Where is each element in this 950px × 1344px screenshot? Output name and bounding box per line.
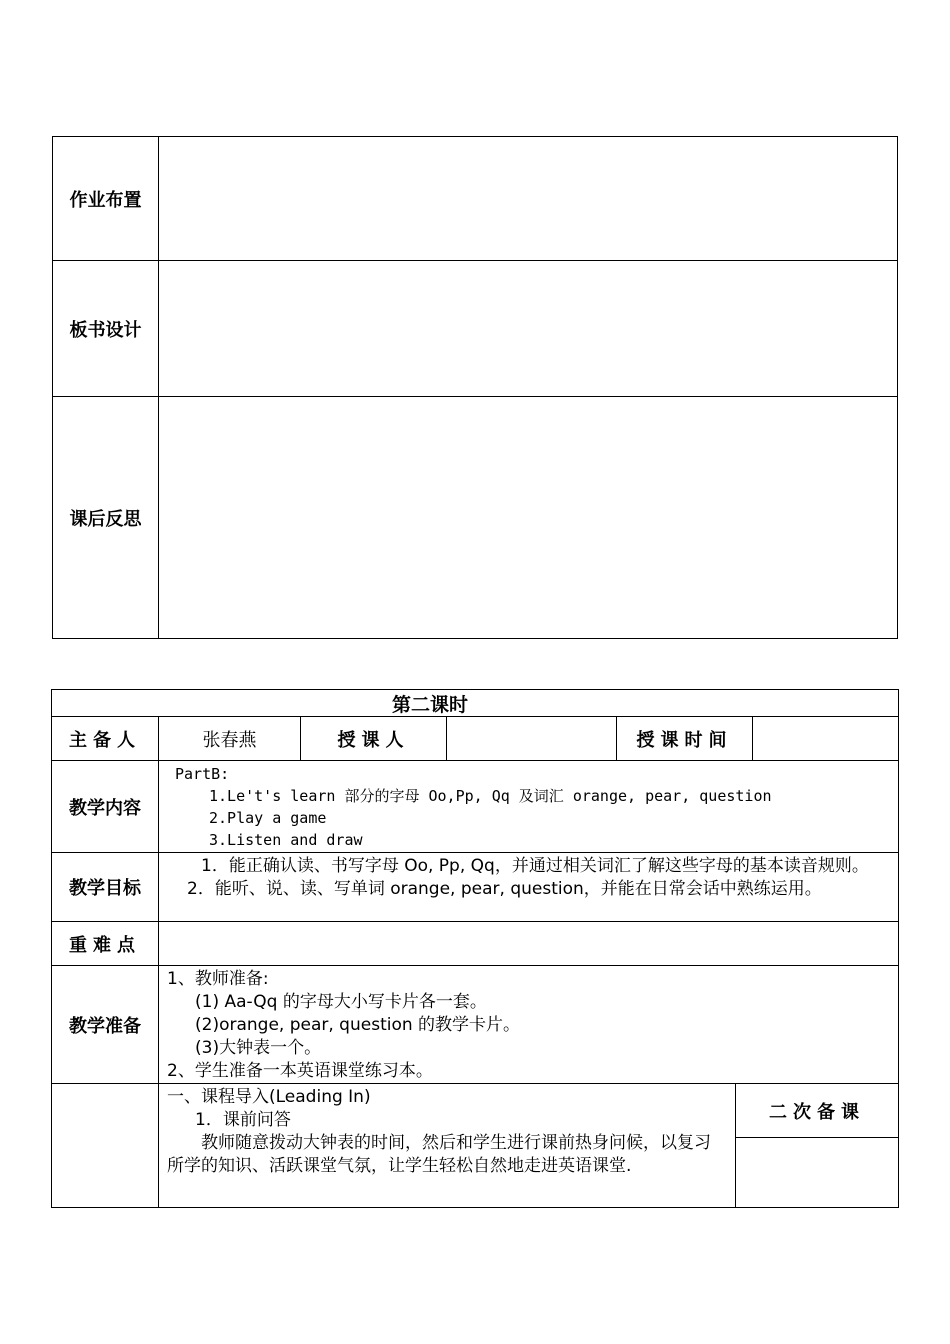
main-preparer-label: 主备人 <box>51 716 159 761</box>
content-line: 3.Listen and draw <box>209 831 363 849</box>
teacher-label: 授课人 <box>300 716 447 761</box>
goals-cell <box>158 852 899 922</box>
prep-cell <box>158 965 899 1084</box>
process-line: 1．课前问答 <box>195 1110 291 1130</box>
process-line: 一、课程导入(Leading In) <box>167 1087 371 1107</box>
main-preparer-value: 张春燕 <box>158 716 301 761</box>
goal-line: 1．能正确认读、书写字母 Oo, Pp, Qq，并通过相关词汇了解这些字母的基本读音规则。 <box>201 856 869 876</box>
prep-line: 1、教师准备: <box>167 969 269 989</box>
time-label: 授课时间 <box>616 716 753 761</box>
content-line: 2.Play a game <box>209 809 327 827</box>
homework-cell[interactable] <box>158 136 898 261</box>
reflection-cell[interactable] <box>158 396 898 639</box>
secondary-prep-label: 二次备课 <box>735 1083 899 1138</box>
prep-line: (2)orange, pear, question 的教学卡片。 <box>195 1015 521 1035</box>
key-points-cell[interactable] <box>158 921 899 966</box>
reflection-label: 课后反思 <box>52 396 159 639</box>
goals-label: 教学目标 <box>51 852 159 922</box>
secondary-prep-cell[interactable] <box>735 1137 899 1208</box>
process-cell <box>158 1083 736 1208</box>
board-design-cell[interactable] <box>158 260 898 397</box>
goal-line: 2．能听、说、读、写单词 orange, pear, question，并能在日常会话中熟练运用。 <box>187 879 822 899</box>
prep-label: 教学准备 <box>51 965 159 1084</box>
teacher-value[interactable] <box>446 716 617 761</box>
prep-line: (1) Aa-Qq 的字母大小写卡片各一套。 <box>195 992 487 1012</box>
homework-label: 作业布置 <box>52 136 159 261</box>
process-line: 教师随意拨动大钟表的时间，然后和学生进行课前热身问候，以复习所学的知识、活跃课堂气氛，让学生轻松自然地走进英语课堂. <box>167 1133 711 1176</box>
prep-line: 2、学生准备一本英语课堂练习本。 <box>167 1061 433 1081</box>
content-line: PartB: <box>175 765 230 783</box>
content-line: 1.Le't's learn 部分的字母 Oo,Pp, Qq 及词汇 orange, pear, question <box>209 787 772 805</box>
process-label-cell <box>51 1083 159 1208</box>
time-value[interactable] <box>752 716 899 761</box>
prep-line: (3)大钟表一个。 <box>195 1038 322 1058</box>
board-design-label: 板书设计 <box>52 260 159 397</box>
lesson-title: 第二课时 <box>51 689 899 717</box>
content-label: 教学内容 <box>51 760 159 853</box>
key-points-label: 重难点 <box>51 921 159 966</box>
content-cell <box>158 760 899 853</box>
